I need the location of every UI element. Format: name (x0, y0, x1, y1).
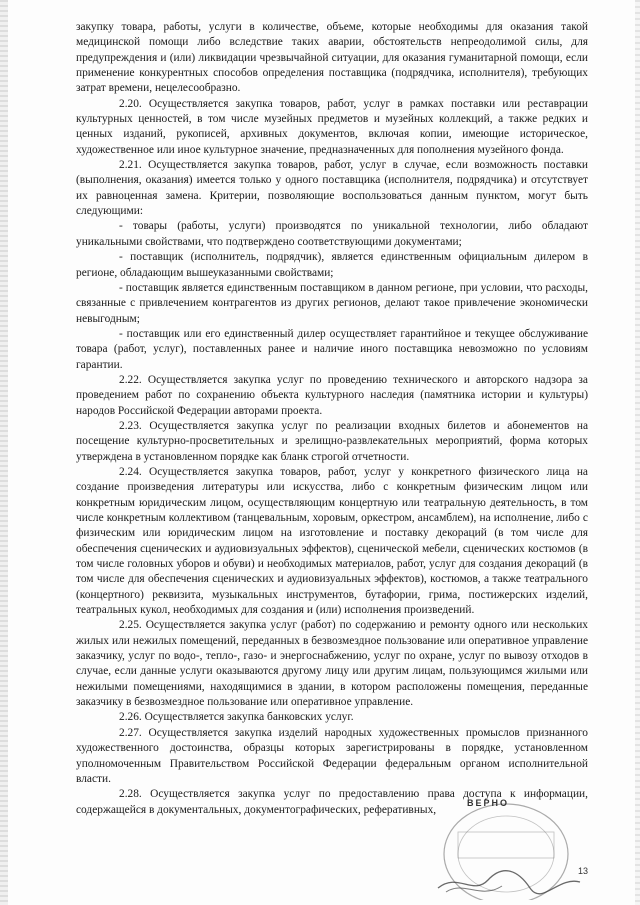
paragraph-2-27: 2.27. Осуществляется закупка изделий народных художественных промыслов признанного художественного достоинства, образцы которых зарегистрированы в порядке, установленном уполномоченным Правительством Российской Федерации федеральным органом исполнительной власти. (76, 726, 588, 785)
paragraph-2-25: 2.25. Осуществляется закупка услуг (работ) по содержанию и ремонту одного или нескольких жилых или нежилых помещений, переданных в безвозмездное пользование или оперативное управление заказчику, услуг по водо-, тепло-, газо- и энергоснабжению, услуг по охране, услуг по вывозу отходов в случае, если данные услуги оказываются другому лицу или другим лицам, пользующимся жилыми или нежилыми помещениями, находящимися в здании, в котором расположены помещения, переданные заказчику в безвозмездное пользование или оперативное управление. (76, 619, 588, 709)
document-body (76, 20, 588, 818)
scan-edge-right (635, 0, 640, 905)
seal-graphic (418, 792, 588, 900)
paragraph-2-23: 2.23. Осуществляется закупка услуг по реализации входных билетов и абонементов на посещение культурно-просветительных и зрелищно-развлекательных мероприятий, форма которых утверждена в установленном порядке как бланк строгой отчетности. (76, 419, 588, 463)
paragraph-2-28: 2.28. Осуществляется закупка услуг по предоставлению права доступа к информации, содержащейся в документальных, документографических, реферативных, (76, 788, 588, 816)
paragraph-2-22: 2.22. Осуществляется закупка услуг по проведению технического и авторского надзора за проведением работ по сохранению объекта культурного наследия (памятника истории и культуры) народов Российской Федерации авторами проекта. (76, 373, 588, 417)
paragraph-2-26: 2.26. Осуществляется закупка банковских услуг. (119, 711, 354, 724)
paragraph-continuation: закупку товара, работы, услуги в количестве, объеме, которые необходимы для оказания такой медицинской помощи либо вследствие таких аварии, обстоятельств непреодолимой силы, для предупреждения и (или) ликвидации чрезвычайной ситуации, для оказания гуманитарной помощи, если применение конкурентных способов определения поставщика (подрядчика, исполнителя), требующих затрат времени, нецелесообразно. (76, 21, 588, 95)
stamp-verno-text: ВЕРНО (467, 798, 510, 808)
list-item-criterion-2: - поставщик (исполнитель, подрядчик), является единственным официальным дилером в регионе, обладающим вышеуказанными свойствами; (76, 251, 588, 279)
scan-edge-left (0, 0, 8, 905)
list-item-criterion-3: - поставщик является единственным поставщиком в данном регионе, при условии, что расходы, связанные с привлечением контрагентов из других регионов, делают такое привлечение экономически невыгодным; (76, 281, 588, 325)
paragraph-2-20: 2.20. Осуществляется закупка товаров, работ, услуг в рамках поставки или реставрации культурных ценностей, в том числе музейных предметов и музейных коллекций, а также редких и ценных изданий, рукописей, архивных документов, включая копии, имеющие историческое, художественное или иное культурное значение, предназначенных для пополнения музейного фонда. (76, 97, 588, 156)
page-number: 13 (578, 866, 589, 876)
list-item-criterion-1: - товары (работы, услуги) производятся по уникальной технологии, либо обладают уникальными свойствами, что подтверждено соответствующими документами; (76, 220, 588, 248)
paragraph-2-24: 2.24. Осуществляется закупка товаров, работ, услуг у конкретного физического лица на создание произведения литературы или искусства, либо с конкретным физическим лицом или конкретным юридическим лицом, осуществляющим концертную или театральную деятельность, в том числе конкретным коллективом (танцевальным, хоровым, оркестром, ансамблем), на исполнение, либо с физическим или юридическим лицом на изготовление и поставку декораций (в том числе для обеспечения сценических и аудиовизуальных эффектов), сценической мебели, сценических костюмов (в том числе головных уборов и обуви) и необходимых материалов, работ, услуг для создания декораций (в том числе для обеспечения сценических и аудиовизуальных эффектов), костюмов, а также театрального (концертного) реквизита, музыкальных инструментов, бутафории, грима, постижерских изделий, театральных кукол, необходимых для создания и (или) исполнения произведений. (76, 465, 588, 617)
list-item-criterion-4: - поставщик или его единственный дилер осуществляет гарантийное и текущее обслуживание товара (работ, услуг), поставленных ранее и наличие иного поставщика невозможно по условиям гарантии. (76, 327, 588, 371)
paragraph-2-21: 2.21. Осуществляется закупка товаров, работ, услуг в случае, если возможность поставки (выполнения, оказания) имеется только у одного поставщика (исполнителя, подрядчика) и отсутствует их равноценная замена. Критерии, позволяющие воспользоваться данным пунктом, могут быть следующими: (76, 159, 588, 218)
official-seal-stamp (418, 792, 588, 900)
